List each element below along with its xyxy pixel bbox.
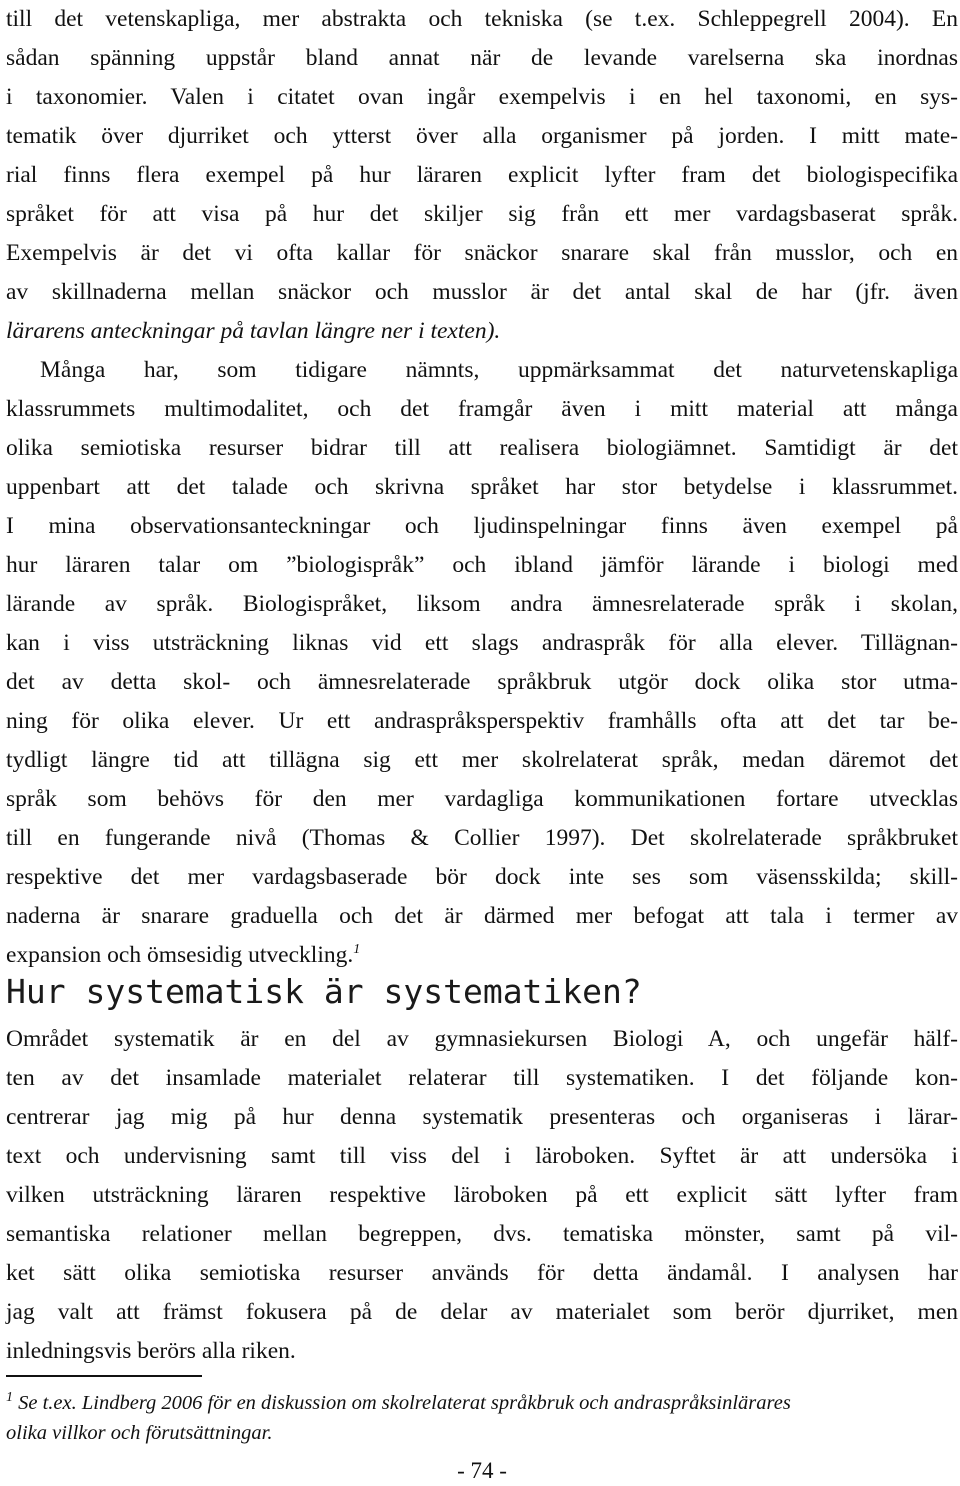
text-line: lärande av språk. Biologispråket, liksom andra ämnesrelaterade språk i skolan,: [6, 591, 958, 617]
text-line: naderna är snarare graduella och det är därmed mer befogat att tala i termer av: [6, 903, 958, 929]
footnote-divider: [6, 1375, 202, 1377]
text-line: av skillnaderna mellan snäckor och musslor är det antal skal de har (jfr. även: [6, 279, 958, 305]
text-line: vilken utsträckning läraren respektive läroboken på ett explicit sätt lyfter fram: [6, 1182, 958, 1208]
page-number: - 74 -: [457, 1458, 507, 1483]
text-line: Exempelvis är det vi ofta kallar för snäckor snarare skal från musslor, och en: [6, 240, 958, 266]
text-line: klassrummets multimodalitet, och det framgår även i mitt material att många: [6, 396, 958, 422]
text-line: hur läraren talar om ”biologispråk” och ibland jämför lärande i biologi med: [6, 552, 958, 578]
footnote-reference[interactable]: 1: [353, 942, 361, 958]
text-line: text och undervisning samt till viss del i läroboken. Syftet är att undersöka i: [6, 1143, 958, 1169]
text-line: I mina observationsanteckningar och ljudinspelningar finns även exempel på: [6, 513, 958, 539]
text-line: tematik över djurriket och ytterst över alla organismer på jorden. I mitt mate-: [6, 123, 958, 149]
footnote-marker: 1: [6, 1390, 13, 1406]
text-line: till det vetenskapliga, mer abstrakta och tekniska (se t.ex. Schleppegrell 2004). En: [6, 6, 958, 32]
section-heading: Hur systematisk är systematiken?: [6, 972, 642, 1011]
text-line: inledningsvis berörs alla riken.: [6, 1338, 296, 1364]
text-span: expansion och ömsesidig utveckling.: [6, 942, 354, 968]
text-line: rial finns flera exempel på hur läraren explicit lyfter fram det biologispecifika: [6, 162, 958, 188]
text-line: i taxonomier. Valen i citatet ovan ingår exempelvis i en hel taxonomi, en sys-: [6, 84, 958, 110]
text-line: Många har, som tidigare nämnts, uppmärksammat det naturvetenskapliga: [40, 357, 958, 383]
text-line: ning för olika elever. Ur ett andraspråksperspektiv framhålls ofta att det tar be-: [6, 708, 958, 734]
text-line: tydligt längre tid att tillägna sig ett mer skolrelaterat språk, medan däremot det: [6, 747, 958, 773]
footnote-line: olika villkor och förutsättningar.: [6, 1422, 273, 1444]
text-line: språk som behövs för den mer vardagliga kommunikationen fortare utvecklas: [6, 786, 958, 812]
text-line: det av detta skol- och ämnesrelaterade språkbruk utgör dock olika stor utma-: [6, 669, 958, 695]
text-line: [6, 938, 958, 972]
text-line: Området systematik är en del av gymnasiekursen Biologi A, och ungefär hälf-: [6, 1026, 958, 1052]
footnote-line: [6, 1388, 958, 1418]
text-line: sådan spänning uppstår bland annat när de levande varelserna ska inordnas: [6, 45, 958, 71]
footnote-text: Se t.ex. Lindberg 2006 för en diskussion om skolrelaterat språkbruk och andraspråksinlärares: [18, 1392, 791, 1414]
text-line: språket för att visa på hur det skiljer sig från ett mer vardagsbaserat språk.: [6, 201, 958, 227]
text-line: jag valt att främst fokusera på de delar av materialet som berör djurriket, men: [6, 1299, 958, 1325]
text-line: ten av det insamlade materialet relaterar till systematiken. I det följande kon-: [6, 1065, 958, 1091]
text-line: olika semiotiska resurser bidrar till att realisera biologiämnet. Samtidigt är det: [6, 435, 958, 461]
text-line: till en fungerande nivå (Thomas & Collier 1997). Det skolrelaterade språkbruket: [6, 825, 958, 851]
text-line: kan i viss utsträckning liknas vid ett slags andraspråk för alla elever. Tillägnan-: [6, 630, 958, 656]
text-line: lärarens anteckningar på tavlan längre ner i texten).: [6, 318, 501, 344]
text-line: centrerar jag mig på hur denna systematik presenteras och organiseras i lärar-: [6, 1104, 958, 1130]
text-line: uppenbart att det talade och skrivna språket har stor betydelse i klassrummet.: [6, 474, 958, 500]
text-line: respektive det mer vardagsbaserade bör dock inte ses som väsensskilda; skill-: [6, 864, 958, 890]
text-line: semantiska relationer mellan begreppen, dvs. tematiska mönster, samt på vil-: [6, 1221, 958, 1247]
text-line: ket sätt olika semiotiska resurser används för detta ändamål. I analysen har: [6, 1260, 958, 1286]
